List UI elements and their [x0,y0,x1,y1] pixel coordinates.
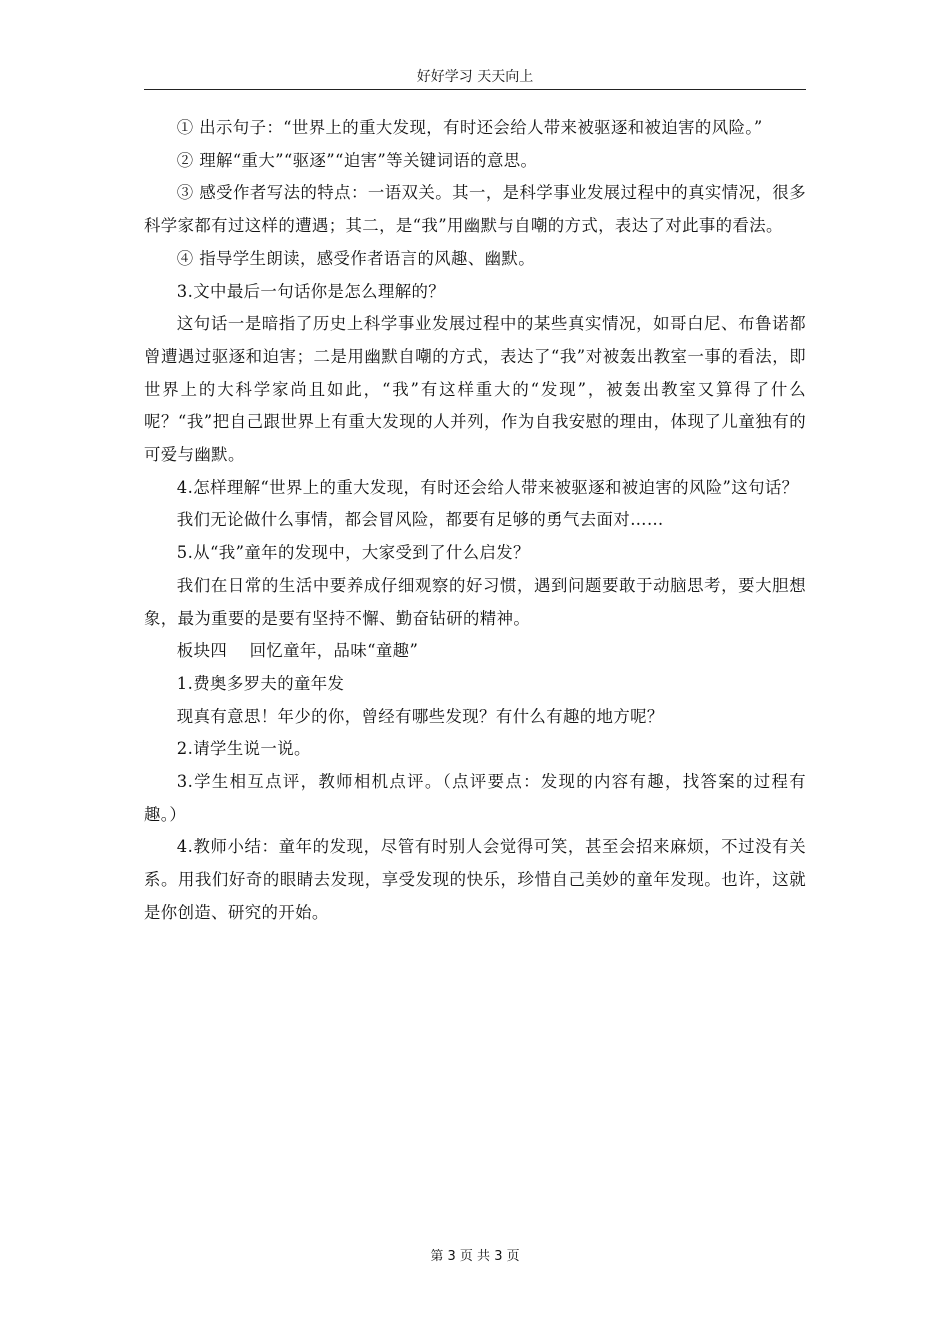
item-3: 3.学生相互点评，教师相机点评。（点评要点：发现的内容有趣，找答案的过程有趣。） [144,772,806,824]
item-4: 4.教师小结：童年的发现，尽管有时别人会觉得可笑，甚至会招来麻烦，不过没有关系。用我们好奇的眼睛去发现，享受发现的快乐，珍惜自己美妙的童年发现。也许，这就是你创造、研究的开始。 [144,837,806,922]
page-header: 好好学习 天天向上 [416,69,534,85]
paragraph-2: ② 理解“重大”“驱逐”“迫害”等关键词语的意思。 [176,150,538,170]
answer-3: 这句话一是暗指了历史上科学事业发展过程中的某些真实情况，如哥白尼、布鲁诺都曾遭遇过驱逐和迫害；二是用幽默自嘲的方式，表达了“我”对被轰出教室一事的看法，即世界上的大科学家尚且如此，“我”有这样重大的“发现”，被轰出教室又算得了什么呢？“我”把自己跟世界上有重大发现的人并列，作为自我安慰的理由，体现了儿童独有的可爱与幽默。 [144,314,806,465]
item-2: 2.请学生说一说。 [176,739,311,759]
question-3: 3.文中最后一句话你是怎么理解的？ [176,281,446,301]
section-heading: 板块四 回忆童年，品味“童趣” [176,641,419,661]
paragraph-4: ④ 指导学生朗读，感受作者语言的风趣、幽默。 [176,248,536,268]
item-1: 1.费奥多罗夫的童年发 [176,673,345,693]
item-1-continued: 现真有意思！年少的你，曾经有哪些发现？有什么有趣的地方呢？ [176,706,664,726]
question-4: 4.怎样理解“世界上的重大发现，有时还会给人带来被驱逐和被迫害的风险”这句话？ [176,477,799,497]
document-body [144,112,806,930]
question-5: 5.从“我”童年的发现中，大家受到了什么启发？ [176,543,530,563]
paragraph-1: ① 出示句子：“世界上的重大发现，有时还会给人带来被驱逐和被迫害的风险。” [176,118,763,137]
answer-4: 我们无论做什么事情，都会冒风险，都要有足够的勇气去面对…… [176,510,664,530]
answer-5: 我们在日常的生活中要养成仔细观察的好习惯，遇到问题要敢于动脑思考，要大胆想象，最为重要的是要有坚持不懈、勤奋钻研的精神。 [144,575,806,628]
page-number: 第 3 页 共 3 页 [430,1249,520,1264]
header-divider [144,89,806,90]
paragraph-3: ③ 感受作者写法的特点：一语双关。其一，是科学事业发展过程中的真实情况，很多科学家都有过这样的遭遇；其二，是“我”用幽默与自嘲的方式，表达了对此事的看法。 [144,183,806,236]
